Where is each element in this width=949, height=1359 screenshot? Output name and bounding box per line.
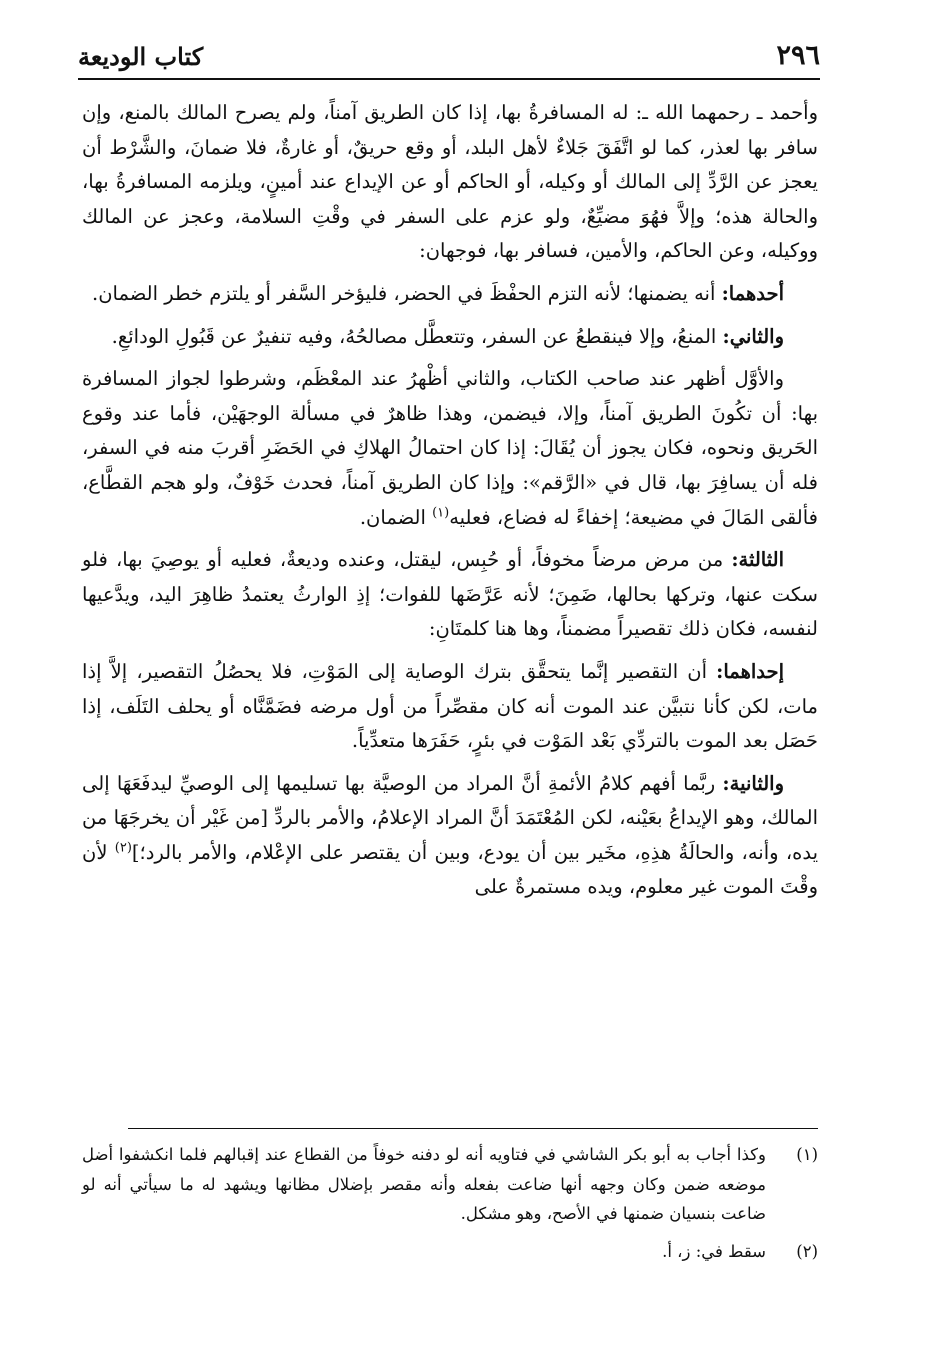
paragraph-text: المنعُ، وإلا فينقطعُ عن السفر، وتتعطَّل مصالحُهُ، وفيه تنفيرٌ عن قَبُولِ الودائعِ. (111, 324, 723, 348)
footnote-text: سقط في: ز، أ. (662, 1241, 766, 1261)
footnote-number: (١) (796, 1145, 818, 1164)
footnotes (82, 1140, 818, 1274)
paragraph-second-view (82, 320, 818, 355)
footnote-number: (٢) (796, 1241, 818, 1261)
main-text (82, 96, 818, 913)
paragraph-lead: الثالثة: (731, 548, 784, 572)
paragraph-tail: الضمان. (359, 505, 433, 529)
page-header (78, 36, 820, 76)
paragraph-text: أنه يضمنها؛ لأنه التزم الحفْظَ في الحضر، فليؤخر السَّفر أو يلتزم خطر الضمان. (92, 281, 722, 305)
header-rule (78, 78, 820, 80)
paragraph-text: من مرض مرضاً مخوفاً، أو حُبِس، ليقتل، وعنده وديعةٌ، فعليه أو يوصِيَ بها، فلو سكت عنها، وتركها بحالها، ضَمِنَ؛ لأنه عَرَّضَها للفوات؛ إذِ الوارثُ يعتمدُ ظاهِرَ اليد، ويدَّعيها لنفسه، فكان ذلك تقصيراً مضمناً، وها هنا كلمتَانِ: (82, 548, 818, 641)
paragraph-lead: والثانية: (722, 771, 784, 795)
footnote-2 (82, 1237, 818, 1267)
paragraph-third-case (82, 543, 818, 647)
paragraph-text: ربَّما أفهم كلامُ الأئمةِ أنَّ المراد من الوصيَّة بها تسليمها إلى الوصيِّ ليدفَعَهَا إلى المالك، وهو الإيداعُ بعَيْنه، لكن المُعْتَمَدَ أنَّ المراد الإعلامُ، والأمر بالردِّ [من غَيْر أن يخرجَهَا من يده، وأنه، والحالَةُ هذِهِ، مخَير بين أن يودع، وبين أن يقتصر على الإعْلام، والأمر بالرد؛] (82, 771, 819, 864)
paragraph-first-word (82, 655, 818, 759)
paragraph-second-word (82, 767, 818, 905)
running-title: كتاب الوديعة (78, 42, 204, 71)
page-number: ٢٩٦ (776, 40, 820, 71)
paragraph-text: والأوَّل أظهر عند صاحب الكتاب، والثاني أظْهرُ عند المعْظَم، وشرطوا لجواز المسافرة بها: أن تكُونَ الطريق آمناً، وإلا، فيضمن، وهذا ظاهرٌ في مسألة الوجهَيْن، فأما عند وقوع الحَريق ونحوه، فكان يجوز أن يُقَالَ: إذا كان احتمالُ الهلاكِ في الحَضَرِ أقربَ منه في السفر، فله أن يسافِرَ بها، قال في «الرَّقم»: وإذا كان الطريق آمناً، فحدث خَوْفٌ، ولو هجم القطَّاع، فألقى المَالَ في مضيعة؛ إخفاءً له فضاع، فعليه (82, 367, 818, 529)
paragraph-text: أن التقصير إنَّما يتحقَّق بترك الوصاية إلى المَوْتِ، فلا يحصُلُ التقصير، إلاَّ إذا مات، لكن كأنا نتبيَّن عند الموت أنه كان مقصِّراً من أول مرضه فضَمَّنَّاه أو يحلف التَلَف، إذا حَصَل بعد الموت بالتردِّي بَعْد المَوْت في بئرٍ، حَفَرَها متعدِّياً. (82, 659, 818, 753)
paragraph-tail: لأن وقْتَ الموت غير معلوم، ويده مستمرةٌ على (82, 840, 818, 899)
footnote-ref-2: (٢) (114, 840, 132, 856)
paragraph-lead: والثاني: (722, 324, 784, 348)
paragraph-text: وأحمد ـ رحمهما الله ـ: له المسافرةُ بها، إذا كان الطريق آمناً، ولم يصرح المالك بالمنع، وإن سافر بها لعذر، كما لو اتَّفَقَ جَلاءٌ لأهل البلد، أو وقع حريقٌ، أو غارةٌ، فلا ضمانَ، والشَّرْط أن يعجز عن الرَّدِّ إلى المالك أو وكيله، أو الحاكم أو عن الإيداع عند أمينٍ، ويلزمه المسافرةُ بها، والحالة هذه؛ وإلاَّ فهُوَ مضيِّعٌ، ولو عزم على السفر في وقْتِ السلامة، وعجز عن المالك ووكيله، وعن الحاكم، والأمين، فسافر بها، فوجهان: (82, 101, 818, 263)
paragraph-lead: إحداهما: (716, 659, 784, 683)
footnote-1 (82, 1140, 818, 1229)
footnote-text: وكذا أجاب به أبو بكر الشاشي في فتاويه أنه لو دفنه خوفاً من القطاع عند إقبالهم فلما انكشفوا أضل موضعه ضمن وكان وجهه أنها ضاعت بفعله وأنه مقصر بإضلال مظانها ويشهد له ما سيأتي أنه لو ضاعت بنسيان ضمنها في الأصح، وهو مشكل. (82, 1145, 766, 1223)
paragraph-continuation (82, 96, 818, 269)
paragraph-first-view (82, 277, 818, 312)
paragraph-preference (82, 362, 818, 535)
footnote-rule (128, 1128, 818, 1129)
paragraph-lead: أحدهما: (721, 281, 784, 305)
footnote-ref-1: (١) (432, 505, 450, 521)
